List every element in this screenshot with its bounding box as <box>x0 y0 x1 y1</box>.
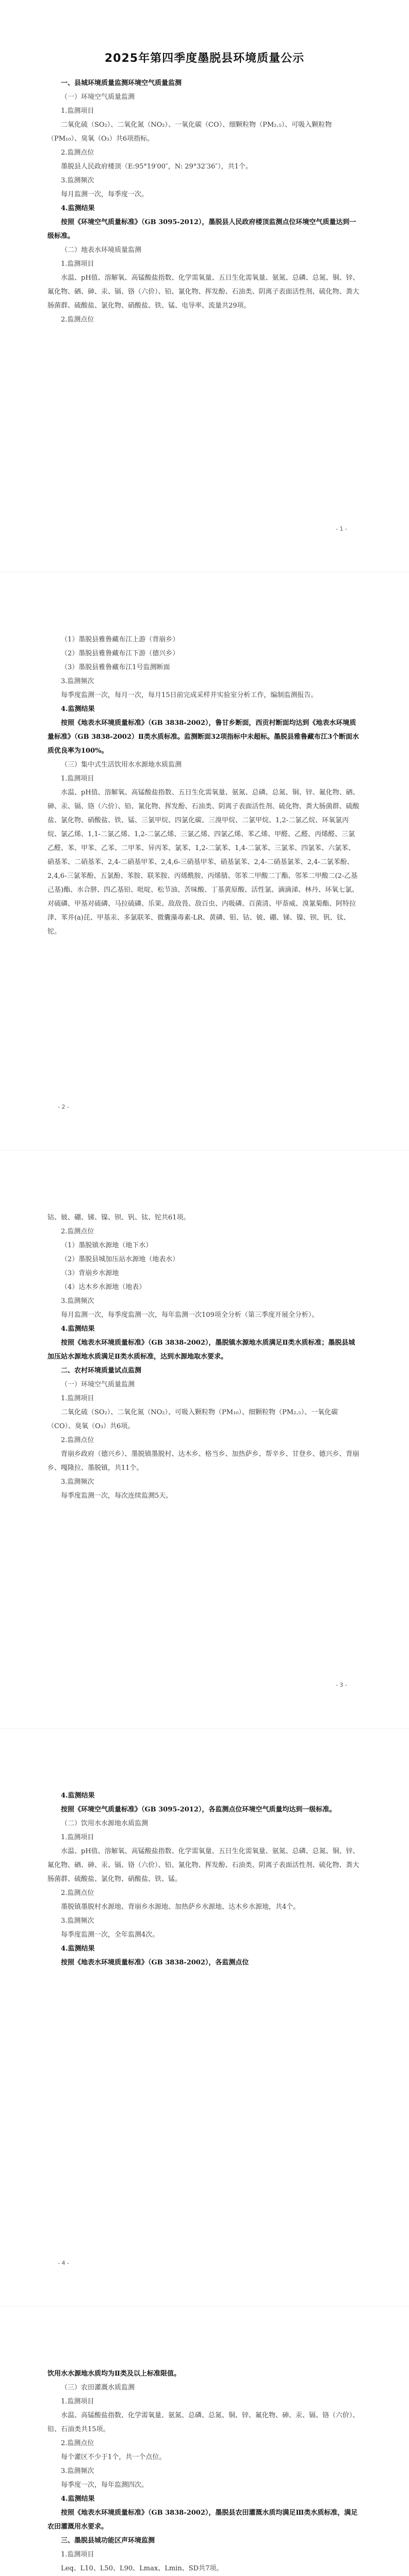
list-item: （3）背崩乡水源地 <box>61 1269 119 1277</box>
paragraph: 每季度监测一次，全年监测4次。 <box>61 1931 159 1939</box>
paragraph: 每月监测一次，每季度监测一次，每年监测一次109项全分析（第三季度开展全分析）。 <box>61 1311 319 1319</box>
section-heading: 三、墨脱县城功能区声环境监测 <box>61 2537 155 2545</box>
subsection-heading: （二）饮用水水源地水质监测 <box>61 1820 149 1827</box>
paragraph: 水温、pH值、溶解氧、高锰酸盐指数、五日生化需氧量、氨氮、总磷、总氮、铜、锌、氟化物、硒、砷、汞、镉、铬（六价）、铅、氰化物、挥发酚、石油类、阴离子表面活性剂、硫化物、粪大肠菌群、硫酸盐、氯化物、硝酸盐、铁、锰、三氯甲烷、四氯化碳、三溴甲烷、二氯甲烷、1,2-二氯乙烷、环氧氯丙烷、氯乙烯、1,1-二氯乙烯、1,2-二氯乙烯、三氯乙烯、四氯乙烯、苯乙烯、甲醛、乙醛、丙烯醛、三氯乙醛、苯、甲苯、乙苯、二甲苯、异丙苯、氯苯、1,2-二氯苯、1,4-二氯苯、三氯苯、四氯苯、六氯苯、硝基苯、二硝基苯、2,4-二硝基甲苯、2,4,6-三硝基甲苯、硝基氯苯、2,4-二硝基氯苯、2,4-二氯苯酚、2,4,6-三氯苯酚、五氯酚、苯胺、联苯胺、丙烯酰胺、丙烯腈、邻苯二甲酸二丁酯、邻苯二甲酸二(2-乙基己基)酯、水合肼、四乙基铅、吡啶、松节油、苦味酸、丁基黄原酸、活性氯、滴滴涕、林丹、环氧七氯、对硫磷、甲基对硫磷、马拉硫磷、乐果、敌敌畏、敌百虫、内吸磷、百菌清、甲萘威、溴氰菊酯、阿特拉津、苯并(a)芘、甲基汞、多氯联苯、微囊藻毒素-LR、黄磷、钼、钴、铍、硼、锑、镍、钡、钒、钛、铊。 <box>47 789 359 936</box>
item-heading: 1.监测项目 <box>61 1834 94 1841</box>
paragraph: 饮用水水源地水质均为Ⅱ类及以上标准限值。 <box>47 2370 181 2378</box>
list-item: （2）墨脱县雅鲁藏布江下游（德兴乡） <box>61 650 179 657</box>
item-heading: 3.监测频次 <box>61 1917 94 1925</box>
paragraph: 按照《地表水环境质量标准》（GB 3838-2002），各监测点位 <box>61 1959 249 1967</box>
paragraph: 二氧化硫（SO₂）、二氧化氮（NO₂）、一氧化碳（CO）、细颗粒物（PM₂.₅）、可吸入颗粒物（PM₁₀）、臭氧（O₃）共6项指标。 <box>47 121 332 143</box>
subsection-heading: （一）环境空气质量监测 <box>61 93 135 101</box>
item-heading: 4.监测结果 <box>61 1792 95 1800</box>
item-heading: 4.监测结果 <box>61 1945 95 1953</box>
item-heading: 2.监测点位 <box>61 316 94 324</box>
item-heading: 2.监测点位 <box>61 1436 94 1444</box>
item-heading: 3.监测频次 <box>61 177 94 184</box>
list-item: （1）墨脱县雅鲁藏布江上游（背崩乡） <box>61 636 179 643</box>
list-item: （1）墨脱镇水源地（地下水） <box>61 1242 153 1249</box>
item-heading: 1.监测项目 <box>61 2551 94 2558</box>
document-title: 2025年第四季度墨脱县环境质量公示 <box>104 52 305 65</box>
item-heading: 4.监测结果 <box>61 2495 95 2503</box>
item-heading: 1.监测项目 <box>61 1395 94 1402</box>
item-heading: 2.监测点位 <box>61 2439 94 2447</box>
paragraph: 按照《环境空气质量标准》（GB 3095-2012），墨脱县人民政府楼顶监测点位环境空气质量达到一级标准。 <box>47 218 356 240</box>
page-number: - 3 - <box>336 1682 347 1688</box>
subsection-heading: （三）农田灌溉水质监测 <box>61 2384 135 2392</box>
section-heading: 二、农村环境质量试点监测 <box>61 1367 142 1375</box>
paragraph: 每季度监测一次，每次连续监测5天。 <box>61 1492 173 1500</box>
paragraph: 每季度一次，每年监测四次。 <box>61 2481 149 2489</box>
item-heading: 4.监测结果 <box>61 705 95 713</box>
paragraph: 按照《地表水环境质量标准》（GB 3838-2002），墨脱镇水源地水质满足Ⅱ类水质标准；墨脱县城加压站水源地水质满足Ⅱ类水质标准，达到水源地取水要求。 <box>47 1339 355 1361</box>
paragraph: 墨脱镇墨脱村水源地、背崩乡水源地、加热萨乡水源地、达木乡水源地，共4个。 <box>61 1903 300 1911</box>
paragraph: 每季度监测一次，每月一次，每月15日前完成采样并实验室分析工作，编制监测报告。 <box>61 691 318 699</box>
document-page-3 <box>0 1156 409 1728</box>
page-number: - 4 - <box>58 2260 69 2266</box>
paragraph: 按照《地表水环境质量标准》（GB 3838-2002），墨脱县农田灌溉水质均满足Ⅲ类水质标准，满足农田灌溉用水要求。 <box>47 2509 358 2531</box>
paragraph: 按照《环境空气质量标准》（GB 3095-2012），各监测点位环境空气质量均达到一级标准。 <box>61 1806 336 1814</box>
paragraph: 钴、铍、硼、锑、镍、钡、钒、钛、铊共61项。 <box>47 1214 190 1222</box>
subsection-heading: （三）集中式生活饮用水水源地水质监测 <box>61 761 182 769</box>
paragraph: Leq、L10、L50、L90、Lmax、Lmin、SD共7项。 <box>61 2565 223 2572</box>
page-number: - 1 - <box>336 526 347 532</box>
page-number: - 2 - <box>58 1104 69 1110</box>
paragraph: 每个灌区不少于1个，共一个点位。 <box>61 2453 166 2461</box>
item-heading: 1.监测项目 <box>61 260 94 268</box>
item-heading: 2.监测点位 <box>61 1228 94 1235</box>
list-item: （4）达木乡水源地（地表） <box>61 1283 146 1291</box>
subsection-heading: （二）地表水环境质量监测 <box>61 246 142 254</box>
item-heading: 1.监测项目 <box>61 775 94 783</box>
list-item: （2）墨脱县城加压站水源地（地表水） <box>61 1256 179 1263</box>
item-heading: 4.监测结果 <box>61 205 95 212</box>
document-page-2 <box>0 578 409 1150</box>
item-heading: 3.监测频次 <box>61 1297 94 1305</box>
paragraph: 水温、高锰酸盐指数、化学需氧量、氨氮、总磷、总氮、铜、锌、氟化物、砷、汞、镉、铬（六价）、铅、石油类共15项。 <box>47 2412 359 2433</box>
paragraph: 每月监测一次，每季度一次。 <box>61 191 149 198</box>
paragraph: 墨脱县人民政府楼顶（E:95°19′00″，N: 29°32′36″），共1个。 <box>61 163 252 171</box>
item-heading: 3.监测频次 <box>61 677 94 685</box>
subsection-heading: （一）环境空气质量监测 <box>61 1381 135 1388</box>
item-heading: 3.监测频次 <box>61 1478 94 1486</box>
paragraph: 背崩乡政府（德兴乡）、墨脱镇墨脱村、达木乡、格当乡、加热萨乡、帮辛乡、甘登乡、德兴乡、背崩乡、嘎隆拉、墨脱镇，共11个。 <box>47 1450 359 1472</box>
item-heading: 2.监测点位 <box>61 149 94 157</box>
item-heading: 3.监测频次 <box>61 2467 94 2475</box>
document-page-4 <box>0 1734 409 2306</box>
item-heading: 1.监测项目 <box>61 2398 94 2405</box>
item-heading: 1.监测项目 <box>61 107 94 115</box>
document-page-1 <box>0 0 409 572</box>
item-heading: 4.监测结果 <box>61 1325 95 1333</box>
document-page-5 <box>0 2312 409 2576</box>
item-heading: 2.监测点位 <box>61 1889 94 1897</box>
paragraph: 二氧化硫（SO₂）、二氧化氮（NO₂）、可吸入颗粒物（PM₁₀）、细颗粒物（PM₂.₅）、一氧化碳（CO）、臭氧（O₃）共6项。 <box>47 1409 338 1430</box>
paragraph: 水温、pH值、溶解氧、高锰酸盐指数、化学需氧量、五日生化需氧量、氨氮、总磷、总氮、铜、锌、氟化物、硒、砷、汞、镉、铬（六价）、铅、氰化物、挥发酚、石油类、阴离子表面活性剂、硫化物、粪大肠菌群、硫酸盐、氯化物、硝酸盐、铁、锰。 <box>47 1848 359 1883</box>
list-item: （3）墨脱县雅鲁藏布江1号监测断面 <box>61 664 170 671</box>
paragraph: 按照《地表水环境质量标准》（GB 3838-2002），鲁甘乡断面，西贡村断面均达到《地表水环境质量标准》（GB 3838-2002）Ⅱ类水质标准。监测断面32项指标中未超标。墨脱县雅鲁藏布江3个断面水质优良率为100%。 <box>47 719 359 755</box>
section-heading: 一、县城环境质量监测环境空气质量监测 <box>61 79 182 87</box>
paragraph: 水温、pH值、溶解氧、高锰酸盐指数、化学需氧量、五日生化需氧量、氨氮、总磷、总氮、铜、锌、氟化物、硒、砷、汞、镉、铬（六价）、铅、氰化物、挥发酚、石油类、阴离子表面活性剂、硫化物、粪大肠菌群、硫酸盐、氯化物、硝酸盐、铁、锰、电导率、流量共29项。 <box>47 274 359 310</box>
